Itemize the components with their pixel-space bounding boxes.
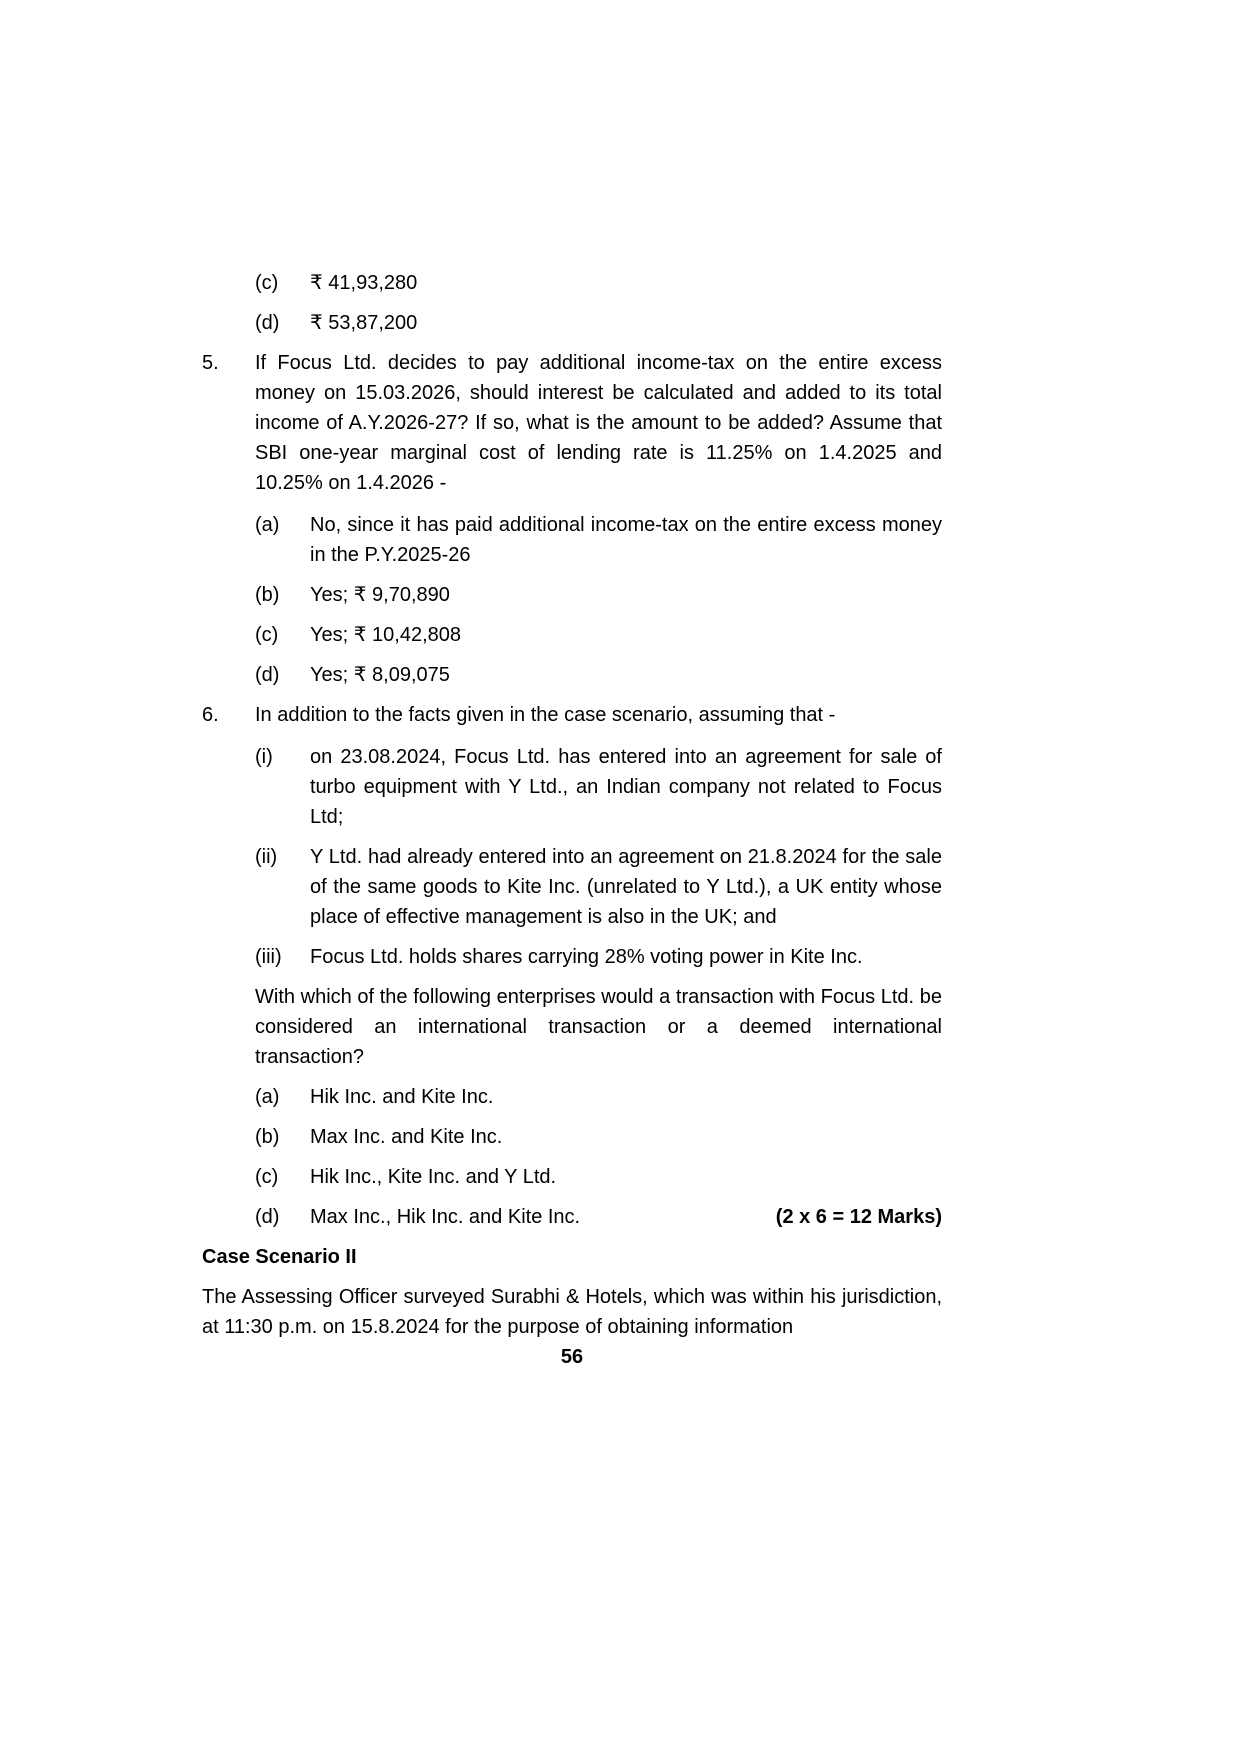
option-label: (d)	[255, 664, 280, 686]
marks-note: (2 x 6 = 12 Marks)	[775, 1206, 942, 1228]
question-text: If Focus Ltd. decides to pay additional income-tax on the entire excess money on 15.03.2026, should interest be calculated and added to its total income of A.Y.2026-27? If so, what is the amount to be added? Assume that SBI one-year marginal cost of lending rate is 11.25% on 1.4.2025 and 10.25% on 1.4.2026 -	[255, 352, 942, 494]
case-scenario-text: The Assessing Officer surveyed Surabhi & Hotels, which was within his jurisdiction, at 11:30 p.m. on 15.8.2024 for the purpose of obtaining information	[202, 1286, 942, 1338]
question-intro: In addition to the facts given in the case scenario, assuming that -	[255, 704, 836, 726]
subitem-row	[202, 942, 942, 972]
option-text: Yes; ₹ 10,42,808	[310, 624, 461, 646]
option-text: Yes; ₹ 9,70,890	[310, 584, 450, 606]
question-number: 6.	[202, 704, 219, 726]
option-label: (d)	[255, 1206, 280, 1228]
option-row	[202, 308, 942, 338]
option-label: (b)	[255, 1126, 280, 1148]
option-row	[202, 1122, 942, 1152]
question-6	[202, 700, 942, 730]
subitem-text: Focus Ltd. holds shares carrying 28% voting power in Kite Inc.	[310, 946, 863, 968]
subitem-text: Y Ltd. had already entered into an agreement on 21.8.2024 for the sale of the same goods to Kite Inc. (unrelated to Y Ltd.), a UK entity whose place of effective management is also in the UK; and	[310, 846, 942, 928]
option-row	[202, 1082, 942, 1112]
option-text: ₹ 53,87,200	[310, 312, 418, 334]
subitem-row	[202, 842, 942, 932]
option-label: (c)	[255, 272, 279, 294]
page-content	[202, 268, 942, 1352]
question-body-text: With which of the following enterprises would a transaction with Focus Ltd. be considered an international transaction or a deemed international transaction?	[255, 986, 942, 1068]
option-text: Max Inc. and Kite Inc.	[310, 1126, 503, 1148]
subitem-label: (iii)	[255, 946, 282, 968]
option-label: (a)	[255, 1086, 280, 1108]
option-row	[202, 660, 942, 690]
option-label: (a)	[255, 514, 280, 536]
page-number: 56	[560, 1346, 584, 1368]
option-text: No, since it has paid additional income-tax on the entire excess money in the P.Y.2025-26	[310, 514, 942, 566]
option-text: Yes; ₹ 8,09,075	[310, 664, 450, 686]
option-row	[202, 1202, 942, 1232]
subitem-label: (i)	[255, 746, 273, 768]
option-row	[202, 620, 942, 650]
option-text: ₹ 41,93,280	[310, 272, 418, 294]
option-row	[202, 580, 942, 610]
subitem-label: (ii)	[255, 846, 278, 868]
option-label: (c)	[255, 624, 279, 646]
option-text: Hik Inc., Kite Inc. and Y Ltd.	[310, 1166, 557, 1188]
question-number: 5.	[202, 352, 219, 374]
question-5	[202, 348, 942, 498]
option-row	[202, 510, 942, 570]
option-label: (b)	[255, 584, 280, 606]
option-text: Hik Inc. and Kite Inc.	[310, 1086, 494, 1108]
subitem-text: on 23.08.2024, Focus Ltd. has entered into an agreement for sale of turbo equipment with Y Ltd., an Indian company not related to Focus Ltd;	[310, 746, 942, 828]
subitem-row	[202, 742, 942, 832]
option-row	[202, 268, 942, 298]
option-text: Max Inc., Hik Inc. and Kite Inc.	[310, 1206, 581, 1228]
option-text-with-marks	[310, 1202, 942, 1232]
option-row	[202, 1162, 942, 1192]
option-label: (d)	[255, 312, 280, 334]
case-scenario-heading: Case Scenario II	[202, 1246, 357, 1268]
option-label: (c)	[255, 1166, 279, 1188]
